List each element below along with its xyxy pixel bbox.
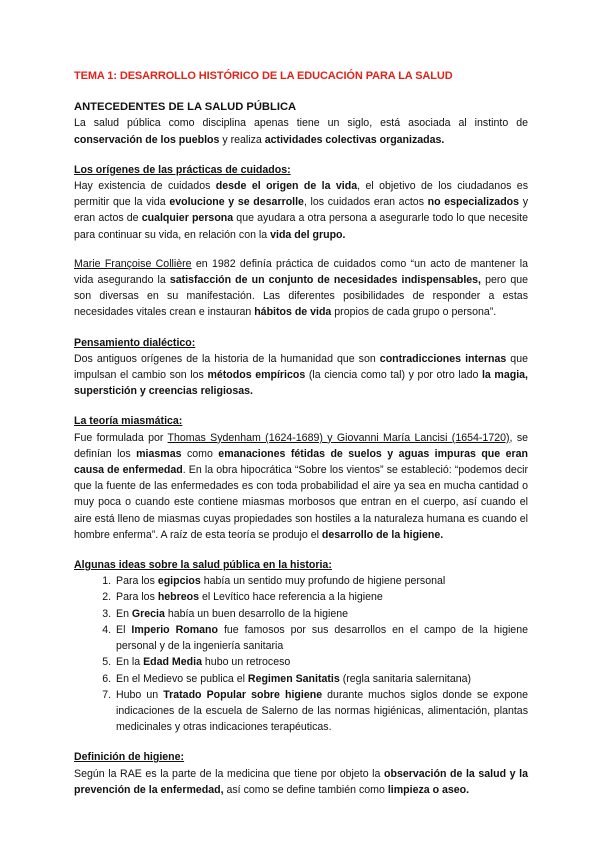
list-item: 5. En la Edad Media hubo un retroceso <box>114 654 528 670</box>
paragraph-origenes: Hay existencia de cuidados desde el origen de la vida, el objetivo de los ciudadanos es permitir que la vida evolucione y se desarrolle, los cuidados eran actos no especializados y eran actos de cualquier persona que ayudara a otra persona a asegurarle todo lo que necesite para continuar su vida, en relación con la vida del grupo. <box>74 180 529 241</box>
author-name: Marie Françoise Collière <box>74 257 192 270</box>
paragraph-miasmatica: Fue formulada por Thomas Sydenham (1624-1689) y Giovanni María Lancisi (1654-1720), se definían los miasmas como emanaciones fétidas de suelos y aguas impuras que eran causa de enfermedad. En la obra hipocrática “Sobre los vientos” se estableció: “podemos decir que la fuente de las enfermedades es con toda probabilidad el aire ya sea en mucha cantidad o muy poca o cuando este contiene miasmas morbosos que entran en el cuerpo, así cuando el aire está lleno de miasmas cuyas propiedades son hostiles a la naturaleza humana es cuando el hombre enferma”. A raíz de esta teoría se produjo el desarrollo de la higiene. <box>74 431 529 541</box>
section-heading-antecedentes: ANTECEDENTES DE LA SALUD PÚBLICA <box>74 101 297 114</box>
paragraph-antecedentes: La salud pública como disciplina apenas tiene un siglo, está asociada al instinto de conservación de los pueblos y realiza actividades colectivas organizadas. <box>74 117 528 146</box>
list-item: 3. En Grecia había un buen desarrollo de la higiene <box>114 606 528 622</box>
section-heading-miasmatica: La teoría miasmática: <box>74 415 183 428</box>
section-heading-definicion: Definición de higiene: <box>74 751 185 764</box>
ideas-list <box>74 573 528 735</box>
paragraph-definicion: Según la RAE es la parte de la medicina que tiene por objeto la observación de la salud y la prevención de la enfermedad, así como se define también como limpieza o aseo. <box>74 767 528 796</box>
list-item: 2. Para los hebreos el Levítico hace referencia a la higiene <box>114 589 528 605</box>
list-item: 4. El Imperio Romano fue famosos por sus desarrollos en el campo de la higiene personal y de la ingeniería sanitaria <box>114 622 528 654</box>
section-heading-ideas: Algunas ideas sobre la salud pública en la historia: <box>74 559 332 572</box>
list-item: 1. Para los egipcios había un sentido muy profundo de higiene personal <box>114 573 528 589</box>
authors-names: Thomas Sydenham (1624-1689) y Giovanni María Lancisi (1654-1720) <box>167 431 510 444</box>
document-title: TEMA 1: DESARROLLO HISTÓRICO DE LA EDUCACIÓN PARA LA SALUD <box>74 70 453 82</box>
paragraph-colliere: Marie Françoise Collière en 1982 definía práctica de cuidados como “un acto de mantener la vida asegurando la satisfacción de un conjunto de necesidades indispensables, pero que son diversas en su manifestación. Las diferentes posibilidades de responder a estas necesidades vitales crean e instauran hábitos de vida propios de cada grupo o persona”. <box>74 257 529 319</box>
document-page <box>74 68 528 798</box>
list-item: 6. En el Medievo se publica el Regimen Sanitatis (regla sanitaria salernitana) <box>114 671 528 687</box>
paragraph-dialectico: Dos antiguos orígenes de la historia de la humanidad que son contradicciones internas que impulsan el cambio son los métodos empíricos (la ciencia como tal) y por otro lado la magia, superstición y creencias religiosas. <box>74 352 528 398</box>
section-heading-dialectico: Pensamiento dialéctico: <box>74 336 196 349</box>
list-item: 7. Hubo un Tratado Popular sobre higiene durante muchos siglos donde se expone indicaciones de la escuela de Salerno de las normas higiénicas, alimentación, plantas medicinales y otras indicaciones terapéuticas. <box>114 687 528 736</box>
section-heading-origenes: Los orígenes de las prácticas de cuidados: <box>74 163 291 176</box>
